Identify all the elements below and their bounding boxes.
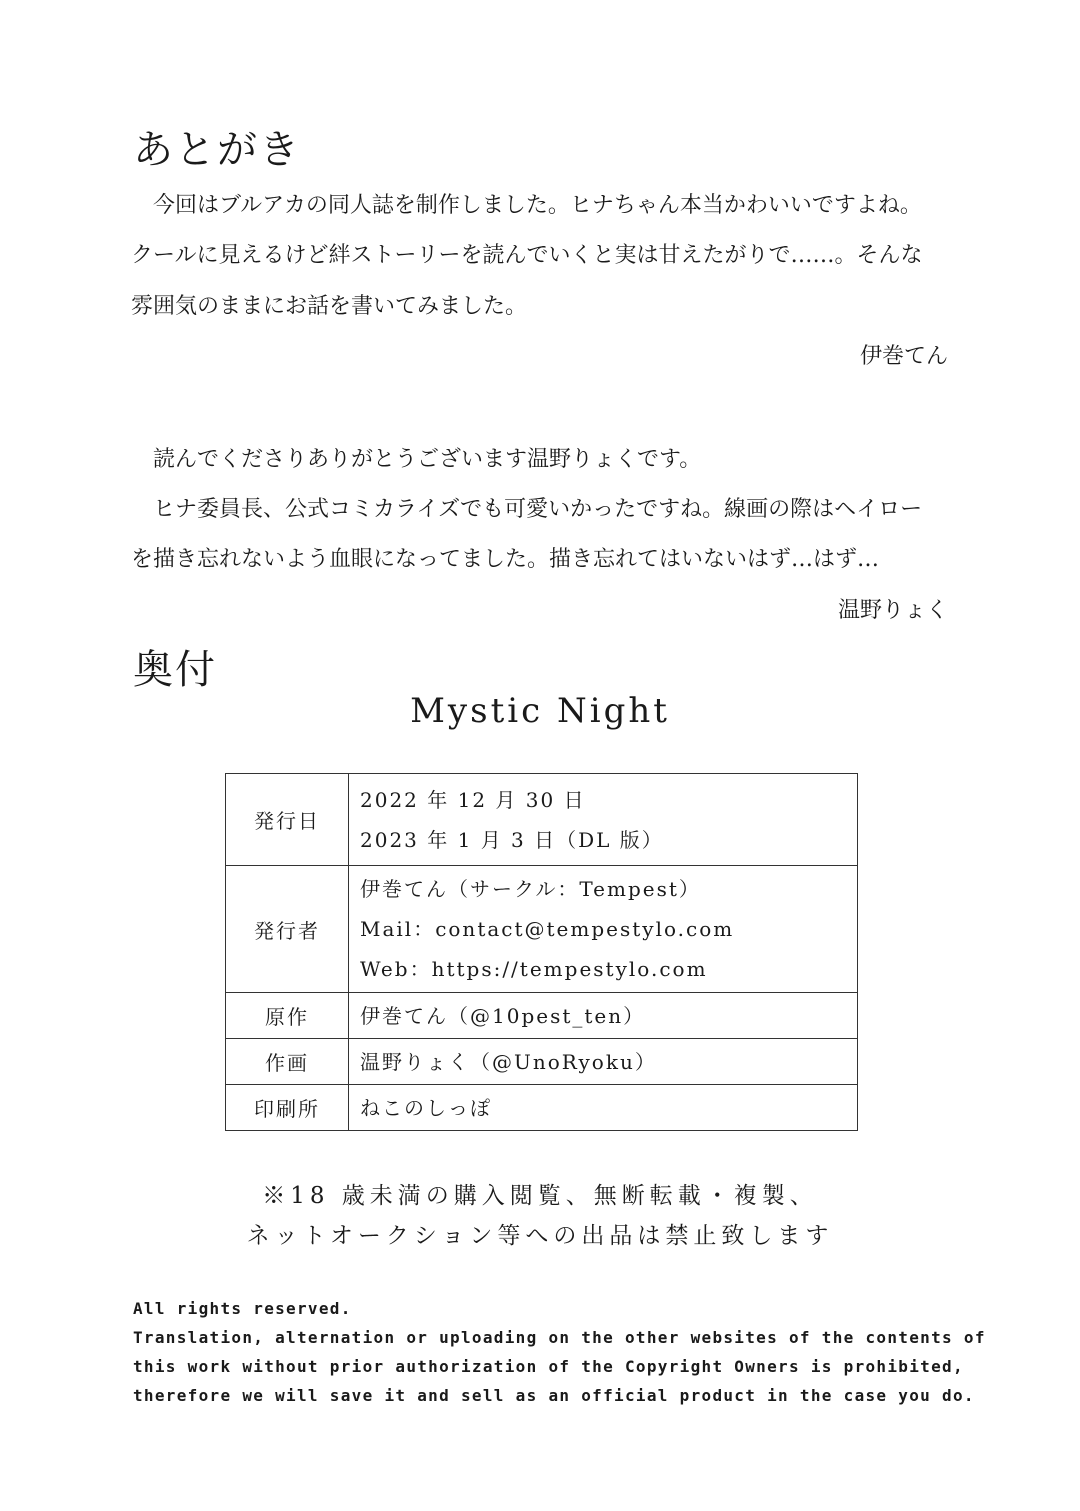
rights-line: All rights reserved. — [133, 1299, 352, 1318]
issue-date-dl: 2023 年 1 月 3 日（DL 版） — [360, 827, 664, 852]
row-value-original — [349, 993, 858, 1039]
row-label-original: 原作 — [226, 993, 349, 1039]
afterword-line: 読んでくださりありがとうございます温野りょくです。 — [131, 447, 702, 472]
author1-signature: 伊巻てん — [859, 344, 948, 369]
publisher-web: Web：https://tempestylo.com — [360, 957, 708, 981]
row-label-printer: 印刷所 — [226, 1085, 349, 1131]
afterword-line: 雰囲気のままにお話を書いてみました。 — [131, 294, 528, 319]
afterword-line: 今回はブルアカの同人誌を制作しました。ヒナちゃん本当かわいいですよね。 — [131, 193, 922, 218]
work-title: Mystic Night — [410, 691, 670, 731]
colophon-heading: 奥付 — [133, 647, 217, 693]
printer-name: ねこのしっぽ — [360, 1095, 492, 1120]
author2-signature: 温野りょく — [837, 598, 948, 623]
publisher-circle: 伊巻てん（サークル：Tempest） — [360, 877, 701, 901]
row-value-printer — [349, 1085, 858, 1131]
afterword-line: ヒナ委員長、公式コミカライズでも可愛いかったですね。線画の際はヘイロー — [131, 497, 923, 522]
artist-name: 温野りょく（@UnoRyoku） — [360, 1049, 657, 1074]
row-label-artist: 作画 — [226, 1039, 349, 1085]
issue-date-first: 2022 年 12 月 30 日 — [360, 787, 586, 812]
table-row — [226, 1039, 858, 1085]
notice-line: ネットオークション等への出品は禁止致します — [246, 1223, 834, 1249]
row-label-publisher: 発行者 — [226, 866, 349, 993]
rights-line: therefore we will save it and sell as an official product in the case you do. — [133, 1386, 975, 1405]
table-row — [226, 866, 858, 993]
row-value-publisher — [349, 866, 858, 993]
table-row — [226, 774, 858, 866]
afterword-line: を描き忘れないよう血眼になってました。描き忘れてはいないはず…はず… — [131, 547, 880, 572]
table-row — [226, 1085, 858, 1131]
row-value-artist — [349, 1039, 858, 1085]
original-author: 伊巻てん（@10pest_ten） — [360, 1003, 646, 1028]
afterword-heading: あとがき — [133, 127, 301, 173]
publisher-mail: Mail：contact@tempestylo.com — [360, 917, 735, 941]
colophon-table — [225, 773, 858, 1131]
row-value-issue-date — [349, 774, 858, 866]
afterword-line: クールに見えるけど絆ストーリーを読んでいくと実は甘えたがりで……。そんな — [131, 243, 923, 268]
table-row — [226, 993, 858, 1039]
rights-line: Translation, alternation or uploading on the other websites of the contents of — [133, 1328, 986, 1347]
notice-line: ※18 歳未満の購入閲覧、無断転載・複製、 — [262, 1183, 818, 1209]
row-label-issue-date: 発行日 — [226, 774, 349, 866]
rights-line: this work without prior authorization of the Copyright Owners is prohibited, — [133, 1357, 964, 1376]
